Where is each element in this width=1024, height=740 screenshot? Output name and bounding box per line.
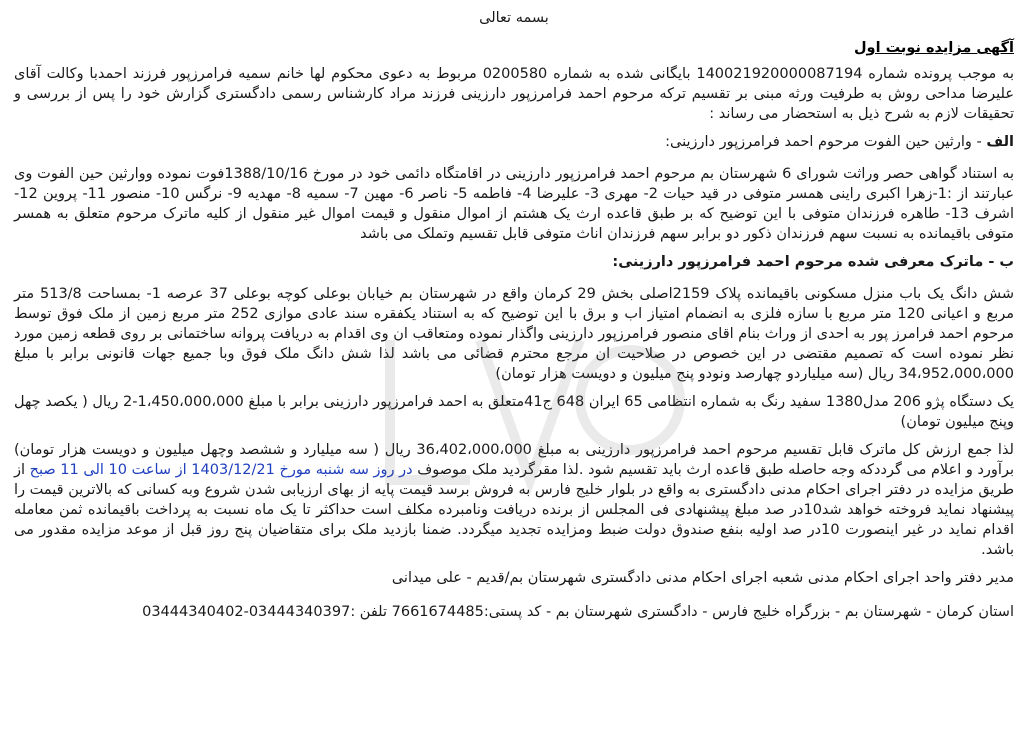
total-text-part1: لذا جمع ارزش کل ماترک قابل تقسیم مرحوم احمد فرامرزپور دارزینی به مبلغ 36،402،000،000 ریال ( سه میلیارد و ششصد وچهل میلیون و دویست هزار تومان) برآورد و اعلام می گرددکه وجه حاصله طبق قاعده ارث باید تقسیم شود .لذا مقرگردید ملک موصوف bbox=[14, 442, 1014, 478]
auction-date-highlight: در روز سه شنبه مورخ 1403/12/21 از ساعت 10 الی 11 صبح bbox=[29, 462, 413, 478]
address-line: استان کرمان - شهرستان بم - بزرگراه خلیج فارس - دادگستری شهرستان بم - کد پستی:7661674485 تلفن :03444340397-03444340402 bbox=[142, 604, 1014, 620]
section-a-title: - وارثین حین الفوت مرحوم احمد فرامرزپور دارزینی: bbox=[665, 134, 987, 150]
section-b-title: ب - ماترک معرفی شده مرحوم احمد فرامرزپور دارزینی: bbox=[612, 254, 1014, 270]
intro-paragraph: به موجب پرونده شماره 140021920000087194 بایگانی شده به شماره 0200580 مربوط به دعوی محکوم لها خانم سمیه فرامرزپور فرزند احمدبا وکالت آقای علیرضا مداحی روش به طرفیت ورثه مبنی بر تقسیم ترکه مرحوم احمد فرامرزپور دارزینی فرزند مراد کارشناس رسمی دادگستری گزارش خود را پس از بررسی و تحقیقات لازم به شرح ذیل به استحضار می رساند : bbox=[14, 66, 1014, 122]
total-text-part2: از طریق مزایده در دفتر اجرای احکام مدنی دادگستری به واقع در بلوار خلیج فارس به فروش برسد قیمت پایه از بهای ارزیابی شدن شروع وبه کسانی که بالاترین قیمت را پیشنهاد نماید فروخته خواهد شد10در صد مبلغ پیشنهادی فی المجلس از برنده دریافت ونامبرده مکلف است حداکثر تا یک ماه نسبت به پرداخت باقیمانده ثمن معامله اقدام نماید در غیر اینصورت 10در صد اولیه بنفع صندوق دولت ضبط ومزایده تجدید میگردد. ضمنا بازدید ملک برای متقاضیان پنج روز قبل از موعد مزایده مقدور می باشد. bbox=[13, 462, 1014, 558]
section-a-heading bbox=[14, 132, 1014, 152]
auction-heading: آگهی مزایده نوبت اول bbox=[853, 40, 1014, 56]
section-a-label: الف bbox=[986, 134, 1014, 150]
total-paragraph bbox=[14, 440, 1014, 560]
vehicle-paragraph: یک دستگاه پژو 206 مدل1380 سفید رنگ به شماره انتظامی 65 ایران 648 ج41متعلق به احمد فرامرزپور دارزینی برابر با مبلغ 1،450،000،000-2 ریال ( یکصد چهل وپنج میلیون تومان) bbox=[14, 394, 1014, 430]
section-b-heading bbox=[14, 252, 1014, 272]
signature-line: مدیر دفتر واحد اجرای احکام مدنی شعبه اجرای احکام مدنی دادگستری شهرستان بم/قدیم - علی میدانی bbox=[391, 570, 1014, 586]
bismillah-title: بسمه تعالی bbox=[479, 10, 549, 26]
heirs-paragraph: به استناد گواهی حصر وراثت شورای 6 شهرستان بم مرحوم احمد فرامرزپور دارزینی در اقامتگاه دائمی خود در مورخ 1388/10/16فوت نموده ووارثین حین الفوت وی عبارتند از :1-زهرا اکبری راینی همسر متوفی در قید حیات 2- مهری 3- علیرضا 4- فاطمه 5- ناصر 6- مهین 7- سمیه 8- مهدیه 9- نرگس 10- منصور 11- پروین 12- اشرف 13- طاهره فرزندان متوفی با این توضیح که بر طبق قاعده ارث یک هشتم از اموال منقول و قیمت اموال غیر منقول از کلیه ماترک مرحوم متعلق به همسر متوفی باقیمانده به نسبت سهم فرزندان ذکور دو برابر سهم فرزندان اناث متوفی قابل تقسیم وتملک می باشد bbox=[14, 166, 1014, 242]
property-paragraph: شش دانگ یک باب منزل مسکونی باقیمانده پلاک 2159اصلی بخش 29 کرمان واقع در شهرستان بم خیابان بوعلی کوچه بوعلی 37 عرصه 1- بمساحت 513/8 متر مربع و اعیانی 120 متر مربع با سازه فلزی به انضمام امتیاز اب و برق با این توضیح که به استناد یکفقره سند عادی موازی 252 متر مربع زمین از ملک فوق توسط مرحوم احمد فرامرز پور به احدی از وراث بنام اقای منصور فرامرزپور دارزینی واگذار نموده ومتعاقب ان وی اقدام به دریافت پروانه ساختمانی بر روی قطعه زمین مورد نظر نموده است که تصمیم مقتضی در این خصوص در صلاحیت ان مرجع محترم قضائی می باشد لذا شش دانگ ملک فوق وبا جمیع جهات قانونی برابر با مبلغ 34،952،000،000 ریال (سه میلیاردو چهارصد ونودو پنج میلیون و دویست هزار تومان) bbox=[14, 286, 1014, 382]
